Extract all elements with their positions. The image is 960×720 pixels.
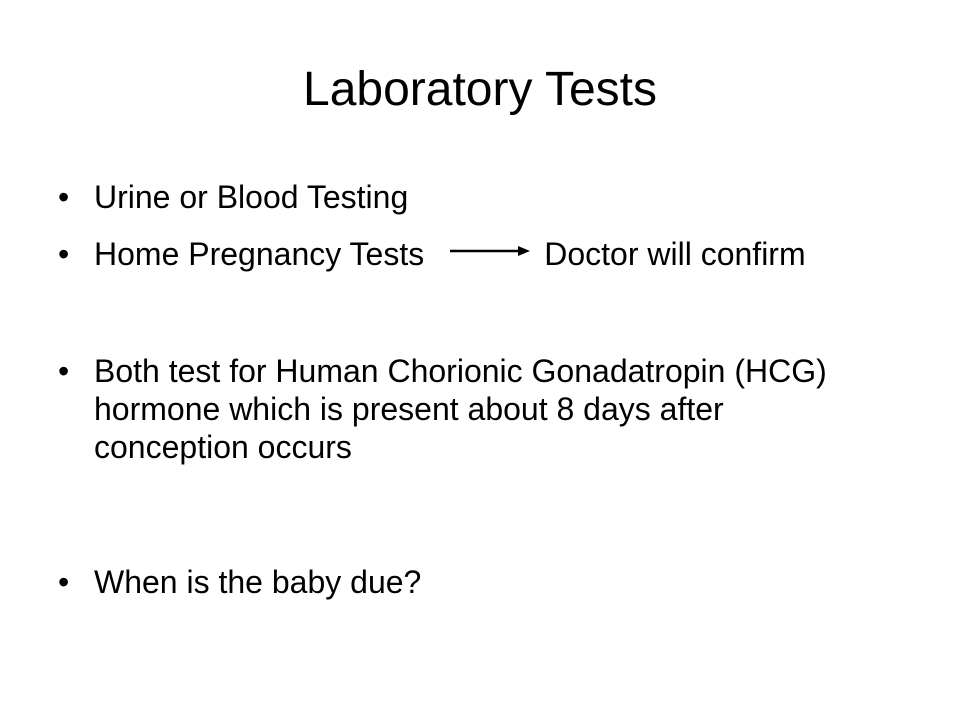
bullet-text: Home Pregnancy Tests [94,236,425,272]
bullet-text: Both test for Human Chorionic Gonadatropin (HCG) hormone which is present about 8 days after conception occurs [94,353,827,465]
bullet-text: Doctor will confirm [544,236,806,272]
bullet-item [58,178,408,216]
bullet-marker: • [58,353,70,389]
bullet-text: Urine or Blood Testing [94,179,409,215]
bullet-item [58,563,421,601]
bullet-marker: • [58,236,70,272]
bullet-item [58,235,806,273]
bullet-text: When is the baby due? [94,564,422,600]
slide-title: Laboratory Tests [303,63,657,116]
bullet-item [58,352,858,466]
bullet-marker: • [58,179,70,215]
right-arrow-icon [450,245,530,257]
bullet-marker: • [58,564,70,600]
